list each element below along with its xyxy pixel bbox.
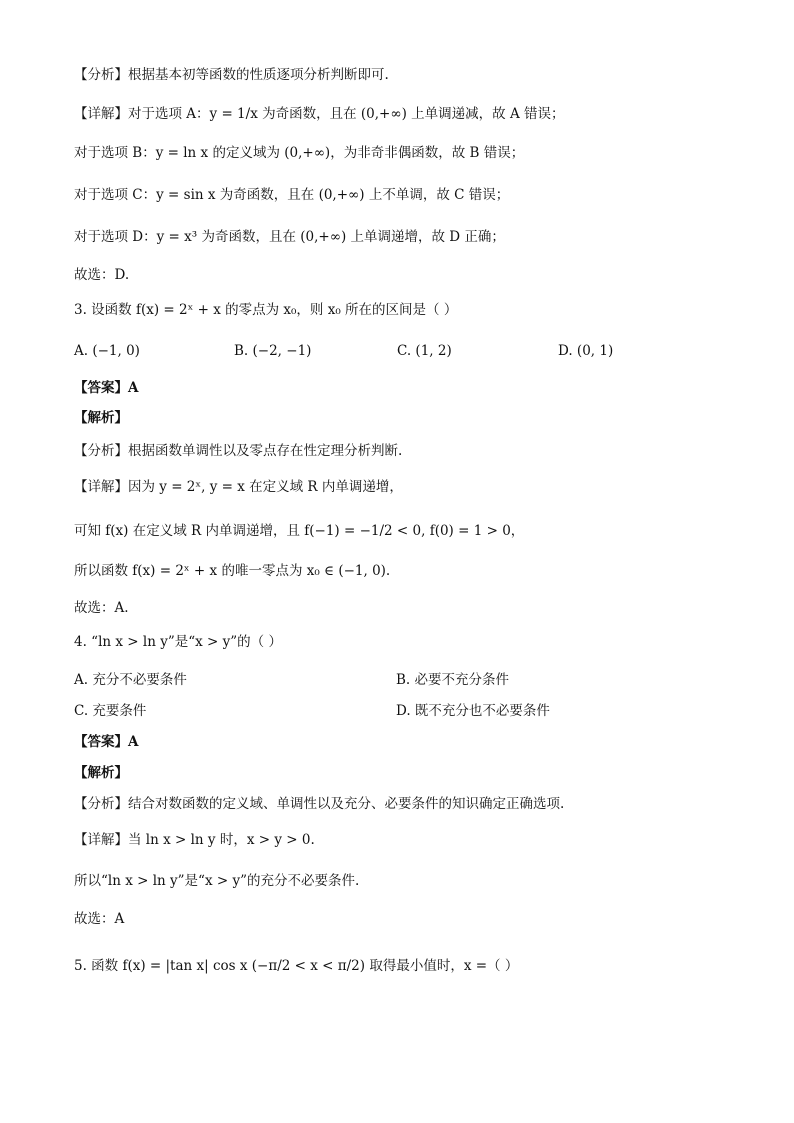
- detail-q2-option-c: 对于选项 C：y = sin x 为奇函数，且在 (0,+∞) 上不单调，故 C 错误；: [74, 187, 510, 203]
- q4-option-a: A. 充分不必要条件: [74, 672, 187, 688]
- detail-q2-option-b: 对于选项 B：y = ln x 的定义域为 (0,+∞)，为非奇非偶函数，故 B 错误；: [74, 145, 525, 161]
- q3-option-a: A. (−1, 0): [74, 343, 140, 359]
- analysis-q4: 【分析】结合对数函数的定义域、单调性以及充分、必要条件的知识确定正确选项.: [74, 796, 565, 812]
- detail-q4-conclusion: 所以“ln x > ln y”是“x > y”的充分不必要条件.: [74, 873, 360, 889]
- detail-q4: 【详解】当 ln x > ln y 时，x > y > 0.: [74, 832, 315, 848]
- detail-q2-option-a: 【详解】对于选项 A：y = 1/x 为奇函数，且在 (0,+∞) 上单调递减，故 A 错误；: [74, 106, 565, 122]
- answer-q3: 【答案】A: [74, 380, 139, 396]
- choose-q2: 故选：D.: [74, 267, 130, 283]
- solution-q4: 【解析】: [74, 765, 128, 781]
- choose-q3: 故选：A.: [74, 600, 129, 616]
- q3-option-c: C. (1, 2): [397, 343, 452, 359]
- detail-q3: 【详解】因为 y = 2ˣ, y = x 在定义域 R 内单调递增，: [74, 479, 403, 495]
- detail-q3-conclusion: 所以函数 f(x) = 2ˣ + x 的唯一零点为 x₀ ∈ (−1, 0).: [74, 563, 391, 579]
- detail-q3-cont: 可知 f(x) 在定义域 R 内单调递增，且 f(−1) = −1/2 < 0, f(0) = 1 > 0，: [74, 523, 525, 539]
- analysis-q2: 【分析】根据基本初等函数的性质逐项分析判断即可.: [74, 67, 389, 83]
- q4-option-d: D. 既不充分也不必要条件: [396, 703, 550, 719]
- choose-q4: 故选：A: [74, 911, 125, 927]
- detail-q2-option-d: 对于选项 D：y = x³ 为奇函数，且在 (0,+∞) 上单调递增，故 D 正确；: [74, 229, 505, 245]
- question-3: 3. 设函数 f(x) = 2ˣ + x 的零点为 x₀，则 x₀ 所在的区间是（ ）: [74, 302, 458, 318]
- analysis-q3: 【分析】根据函数单调性以及零点存在性定理分析判断.: [74, 443, 403, 459]
- q4-option-c: C. 充要条件: [74, 703, 147, 719]
- answer-q4: 【答案】A: [74, 734, 139, 750]
- q3-option-b: B. (−2, −1): [234, 343, 312, 359]
- q3-option-d: D. (0, 1): [558, 343, 614, 359]
- question-4: 4. “ln x > ln y”是“x > y”的（ ）: [74, 634, 282, 650]
- question-5: 5. 函数 f(x) = |tan x| cos x (−π/2 < x < π/2) 取得最小值时，x =（ ）: [74, 958, 519, 974]
- solution-q3: 【解析】: [74, 410, 128, 426]
- q4-option-b: B. 必要不充分条件: [396, 672, 510, 688]
